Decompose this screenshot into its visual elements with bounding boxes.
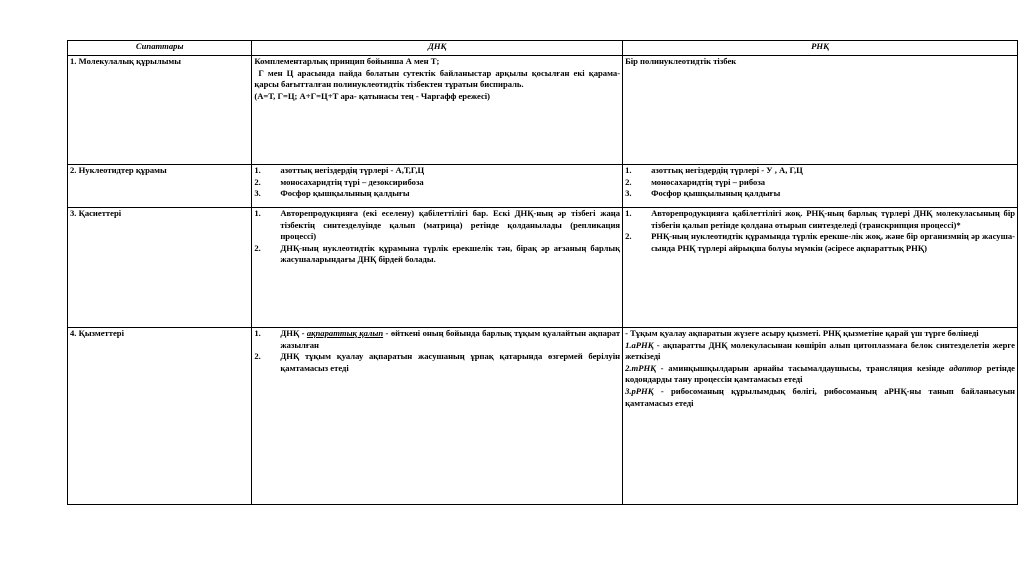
list-item xyxy=(254,243,620,266)
item-text: ДНҚ тұқым қуалау ақпаратын жасушаның ұрпақ қатарында өзгермей берілуін қамтамасыз етеді xyxy=(280,351,621,373)
item-number: 3. xyxy=(254,188,261,199)
list-item xyxy=(254,177,620,189)
dna-prefix: ДНҚ - xyxy=(280,328,307,338)
adaptor-term: адаптор xyxy=(949,362,982,373)
item-text: Авторепродукцияға (екі еселену) қабілеттілігі бар. Ескі ДНҚ-ның әр тізбегі жаңа тізбектің синтезделуінде қалып (матрица) ретінде қолданылады (репликация процессі) xyxy=(280,208,621,242)
table-row xyxy=(68,208,1018,328)
item-text: ДНҚ-ның нуклеотидтік құрамына түрлік ерекшелік тән, бірақ әр ағзаның барлық жасушаларындағы ДНҚ бірдей болады. xyxy=(280,242,621,265)
item-text: моносахаридтің түрі – рибоза xyxy=(651,176,766,187)
rrna-text: - рибосоманың құрылымдық бөлігі, рибосоманың аРНҚ-ны танып байланысуын қамтамасыз етеді xyxy=(625,385,1015,408)
item-number: 2. xyxy=(625,231,632,242)
dna-suffix: - өйткені оның бойында барлық тұқым қуалайтын ақпарат жазылған xyxy=(280,328,621,350)
item-text: РНҚ-ның нуклеотидтік құрамында түрлік ерекше-лік жоқ, және бір организмнің әр жасуша-сында РНҚ түрлері айрықша болуы мүмкін (әсіресе ақпараттық РНҚ) xyxy=(651,231,1015,253)
item-number: 2. xyxy=(254,351,261,362)
row-label: 2. Нуклеотидтер құрамы xyxy=(68,165,252,208)
list-item xyxy=(254,328,620,351)
header-dna: ДНҚ xyxy=(252,41,623,56)
dna-line: (А=Т, Г=Ц; А+Г=Ц+Т ара- қатынасы тең - Чаргафф ережесі) xyxy=(254,90,491,101)
header-characteristics: Сипаттары xyxy=(68,41,252,56)
item-number: 2. xyxy=(625,176,632,187)
item-text: Фосфор қышқылының қалдығы xyxy=(651,188,781,199)
list-item xyxy=(254,165,620,177)
trna-text-cont: ретінде кодондарды тану процессін қамтамасыз етеді xyxy=(625,362,1015,385)
rna-type-trna xyxy=(625,363,1015,386)
item-number: 2. xyxy=(254,176,261,187)
rna-type-mrna xyxy=(625,340,1015,363)
rna-cell xyxy=(623,328,1018,505)
table-row xyxy=(68,56,1018,165)
trna-lead: 2.тРНҚ xyxy=(625,362,656,373)
item-text: моносахаридтің түрі – дезоксирибоза xyxy=(280,176,424,187)
dna-cell xyxy=(252,328,623,505)
rna-cell xyxy=(623,165,1018,208)
item-number: 2. xyxy=(254,242,261,253)
table-row xyxy=(68,165,1018,208)
item-text: Авторепродукцияға қабілеттілігі жоқ. РНҚ-ның барлық түрлері ДНҚ молекуласының бір тізбегін қалып ретінде қолдана отырып синтезделеді (транскрипция процессі)* xyxy=(651,208,1015,230)
item-text xyxy=(280,328,620,351)
item-text: Фосфор қышқылының қалдығы xyxy=(280,188,410,199)
list-item xyxy=(254,188,620,200)
rna-cell xyxy=(623,208,1018,328)
item-text: азоттық негіздердің түрлері - У , А, Г,Ц xyxy=(651,165,803,175)
list-item xyxy=(254,351,620,374)
header-row xyxy=(68,41,1018,56)
dna-line: Г мен Ц арасында пайда болатын сутектік байланыстар арқылы қосылған екі қарама-қарсы бағытталған полинуклеотидтік тізбектен тұратын биспираль. xyxy=(254,67,621,90)
item-number: 1. xyxy=(254,328,261,338)
trna-text: - аминқышқылдарын арнайы тасымалдаушысы, трансляция кезінде xyxy=(655,362,950,373)
dna-cell xyxy=(252,208,623,328)
table-row xyxy=(68,328,1018,505)
item-number: 1. xyxy=(625,208,632,218)
rna-intro: - Тұқым қуалау ақпаратын жүзеге асыру қызметі. РНҚ қызметіне қарай үш түрге бөлінеді xyxy=(625,328,979,338)
rna-type-rrna xyxy=(625,386,1015,409)
mrna-lead: 1.аРНҚ xyxy=(625,339,654,350)
dna-cell xyxy=(252,165,623,208)
mrna-text: - ақпаратты ДНҚ молекуласынан көшіріп алып цитоплазмаға белок синтезделетін жерге жеткізеді xyxy=(625,339,1015,362)
list-item xyxy=(625,177,1015,189)
header-rna: РНҚ xyxy=(623,41,1018,56)
list-item xyxy=(625,208,1015,231)
rrna-lead: 3.рРНҚ xyxy=(625,385,654,396)
row-label: 1. Молекулалық құрылымы xyxy=(68,56,252,165)
dna-line: Комплементарлық принцип бойынша А мен Т; xyxy=(254,56,440,66)
item-number: 1. xyxy=(254,208,261,218)
list-item xyxy=(625,165,1015,177)
comparison-table xyxy=(67,40,1018,505)
row-label: 4. Қызметтері xyxy=(68,328,252,505)
item-text: азоттық негіздердің түрлері - А,Т,Г,Ц xyxy=(280,165,425,175)
rna-cell: Бір полинуклеотидтік тізбек xyxy=(623,56,1018,165)
row-label: 3. Қасиеттері xyxy=(68,208,252,328)
info-template-term: ақпараттық қалып xyxy=(306,328,384,338)
item-number: 1. xyxy=(254,165,261,175)
list-item xyxy=(254,208,620,243)
dna-cell xyxy=(252,56,623,165)
list-item xyxy=(625,231,1015,254)
item-number: 1. xyxy=(625,165,632,175)
item-number: 3. xyxy=(625,188,632,199)
list-item xyxy=(625,188,1015,200)
